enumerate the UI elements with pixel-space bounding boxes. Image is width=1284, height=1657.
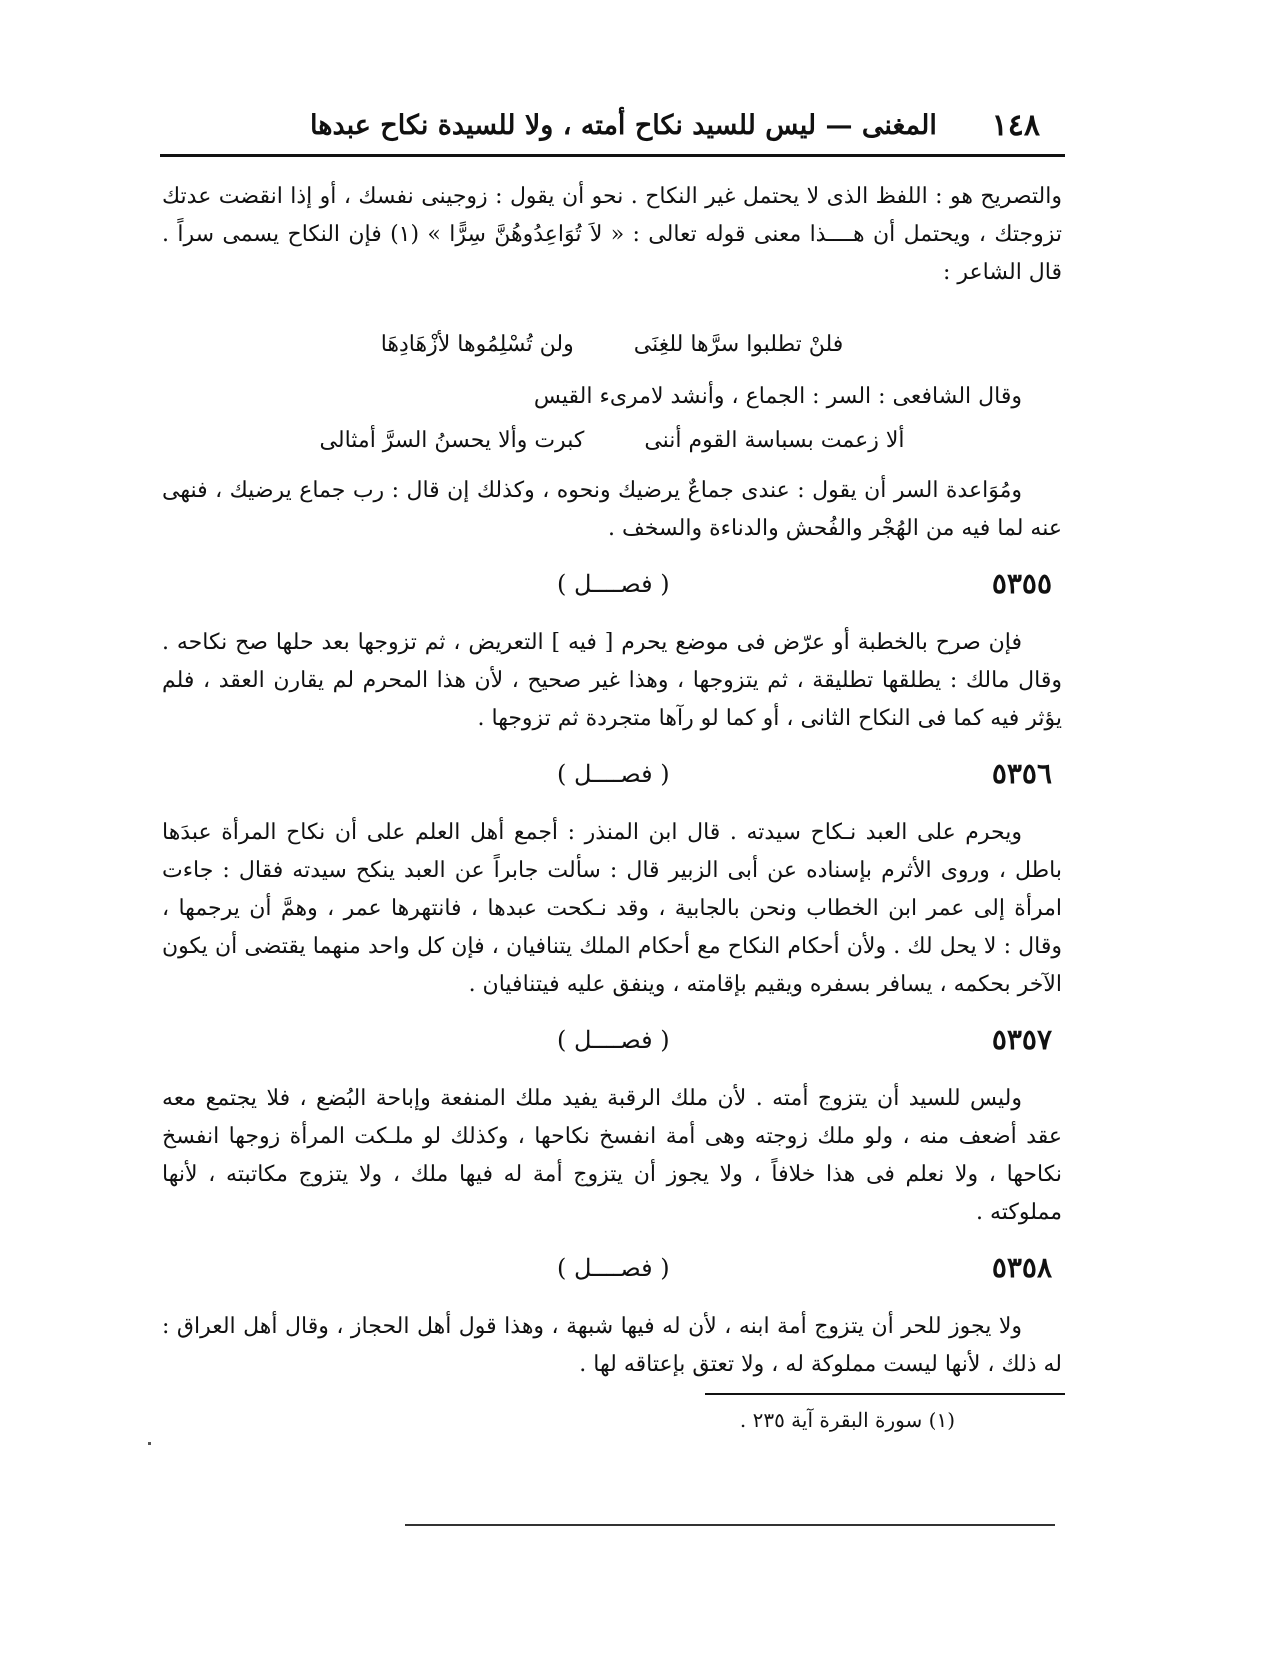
page-body <box>162 178 1062 1384</box>
section-text-5358: ولا يجوز للحر أن يتزوج أمة ابنه ، لأن له فيها شبهة ، وهذا قول أهل الحجاز ، وقال أهل العراق : له ذلك ، لأنها ليست مملوكة له ، ولا تعتق بإعتاقه لها . <box>162 1314 1062 1377</box>
page-header <box>160 100 1065 150</box>
verse-1-first-hemistich: فلنْ تطلبوا سرَّها للغِنَى <box>633 332 844 357</box>
scan-speck <box>148 1442 151 1445</box>
section-text-5355: فإن صرح بالخطبة أو عرّض فى موضع يحرم [ فيه ] التعريض ، ثم تزوجها بعد حلها صح نكاحه . وقال مالك : يطلقها تطليقة ، ثم يتزوجها ، وهذا غير صحيح ، لأن هذا المحرم لم يقارن العقد ، فلم يؤثر فيه كما فى النكاح الثانى ، أو كما لو رآها متجردة ثم تزوجها . <box>162 630 1062 731</box>
section-number: ٥٣٥٨ <box>991 1251 1052 1284</box>
section-number: ٥٣٥٥ <box>991 567 1052 600</box>
verse-2 <box>162 422 1062 460</box>
running-title: المغنى — ليس للسيد نكاح أمته ، ولا للسيدة نكاح عبدها <box>310 109 937 141</box>
page-number: ١٤٨ <box>991 107 1040 143</box>
verse-1 <box>162 326 1062 364</box>
shafii-statement: وقال الشافعى : السر : الجماع ، وأنشد لامرىء القيس <box>533 384 1022 409</box>
section-heading-5356 <box>162 748 1062 800</box>
footnote: (١) سورة البقرة آية ٢٣٥ . <box>739 1408 955 1432</box>
verse-2-second-hemistich: كبرت وألا يحسنُ السرَّ أمثالى <box>319 428 585 453</box>
footnote-rule <box>705 1393 1065 1395</box>
intro-paragraph: والتصريح هو : اللفظ الذى لا يحتمل غير النكاح . نحو أن يقول : زوجينى نفسك ، أو إذا انقضت عدتك تزوجتك ، ويحتمل أن هــــذا معنى قوله تعالى : « لاَ تُوَاعِدُوهُنَّ سِرًّا » (١) فإن النكاح يسمى سراً . قال الشاعر : <box>162 184 1062 285</box>
section-number: ٥٣٥٧ <box>991 1023 1052 1056</box>
bottom-rule <box>405 1524 1055 1526</box>
section-heading-5355 <box>162 558 1062 610</box>
section-label: ( فصــــل ) <box>557 1254 670 1282</box>
section-label: ( فصــــل ) <box>557 570 670 598</box>
header-rule <box>160 154 1065 157</box>
section-text-5357: وليس للسيد أن يتزوج أمته . لأن ملك الرقبة يفيد ملك المنفعة وإباحة البُضع ، فلا يجتمع معه عقد أضعف منه ، ولو ملك زوجته وهى أمة انفسخ نكاحها ، وكذلك لو ملـكت المرأة زوجها انفسخ نكاحها ، ولا نعلم فى هذا خلافاً ، ولا يجوز أن يتزوج أمة له فيها ملك ، ولا يتزوج مكاتبته ، لأنها مملوكته . <box>162 1086 1062 1225</box>
section-number: ٥٣٥٦ <box>991 757 1052 790</box>
section-heading-5358 <box>162 1242 1062 1294</box>
section-label: ( فصــــل ) <box>557 1026 670 1054</box>
section-label: ( فصــــل ) <box>557 760 670 788</box>
verse-1-second-hemistich: ولن تُسْلِمُوها لأزْهَادِهَا <box>380 332 574 357</box>
section-heading-5357 <box>162 1014 1062 1066</box>
secret-promise-paragraph: ومُوَاعدة السر أن يقول : عندى جماعٌ يرضيك ونحوه ، وكذلك إن قال : رب جماع يرضيك ، فنهى عنه لما فيه من الهُجْر والفُحش والدناءة والسخف . <box>162 478 1062 541</box>
section-text-5356: ويحرم على العبد نـكاح سيدته . قال ابن المنذر : أجمع أهل العلم على أن نكاح المرأة عبدَها باطل ، وروى الأثرم بإسناده عن أبى الزبير قال : سألت جابراً عن العبد ينكح سيدته فقال : جاءت امرأة إلى عمر ابن الخطاب ونحن بالجابية ، وقد نـكحت عبدها ، فانتهرها عمر ، وهمَّ أن يرجمها ، وقال : لا يحل لك . ولأن أحكام النكاح مع أحكام الملك يتنافيان ، فإن كل واحد منهما يقتضى أن يكون الآخر بحكمه ، يسافر بسفره ويقيم بإقامته ، وينفق عليه فيتنافيان . <box>162 820 1063 997</box>
verse-2-first-hemistich: ألا زعمت بسباسة القوم أننى <box>644 428 905 453</box>
